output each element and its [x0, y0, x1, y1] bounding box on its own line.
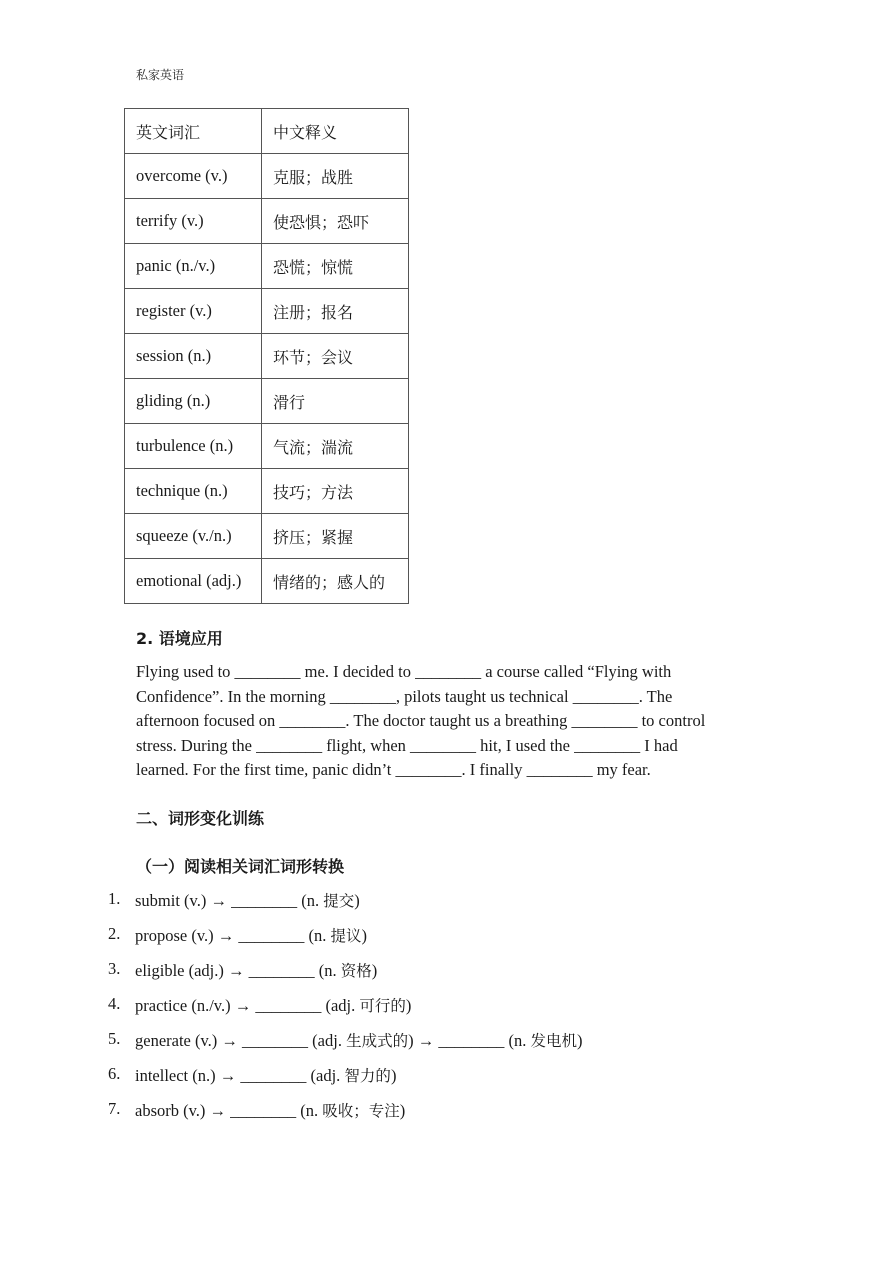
item-end: )	[361, 926, 368, 945]
item-end: )	[399, 1101, 406, 1120]
item-meaning: 提议	[330, 927, 362, 945]
table-row	[125, 424, 409, 469]
item-end: )	[390, 1066, 397, 1085]
section-title: 2. 语境应用	[136, 629, 223, 648]
table-row	[125, 379, 409, 424]
item-text: propose (v.) → ________ (n.	[135, 926, 331, 945]
table-row	[125, 154, 409, 199]
vocab-word: terrify (v.)	[125, 199, 262, 244]
vocab-meaning: 恐慌；惊慌	[262, 244, 409, 289]
item-number: 3.	[108, 959, 121, 978]
table-row	[125, 289, 409, 334]
passage-line: Confidence”. In the morning ________, pilots taught us technical ________. The	[136, 686, 673, 706]
vocab-word: overcome (v.)	[125, 154, 262, 199]
table-row	[125, 559, 409, 604]
vocab-word: turbulence (n.)	[125, 424, 262, 469]
item-end: )	[354, 891, 360, 910]
table-row	[125, 334, 409, 379]
part-title: 二、词形变化训练	[136, 809, 265, 828]
passage-line: learned. For the first time, panic didn’t ________. I finally ________ my fear.	[136, 760, 651, 779]
passage-line: stress. During the ________ flight, when ________ hit, I used the ________ I had	[136, 735, 678, 755]
header-chinese: 中文释义	[262, 109, 409, 154]
vocab-word: panic (n./v.)	[125, 244, 262, 289]
item-text: intellect (n.) → ________ (adj.	[135, 1066, 345, 1085]
table-row	[125, 469, 409, 514]
item-end: )	[405, 996, 412, 1015]
item-end-2: )	[576, 1031, 583, 1050]
item-meaning: 吸收；专注	[322, 1102, 400, 1120]
table-row	[125, 199, 409, 244]
item-meaning: 资格	[340, 962, 372, 980]
item-meaning-2: 发电机	[530, 1032, 577, 1050]
item-text: submit (v.) → ________ (n.	[135, 891, 324, 910]
item-end: ) → ________ (n.	[408, 1031, 531, 1050]
vocab-meaning: 克服；战胜	[262, 154, 409, 199]
vocab-word: squeeze (v./n.)	[125, 514, 262, 559]
passage-line: afternoon focused on ________. The doctor taught us a breathing ________ to control	[136, 711, 706, 730]
table-row	[125, 244, 409, 289]
item-meaning: 智力的	[344, 1067, 391, 1085]
vocab-meaning: 使恐惧；恐吓	[262, 199, 409, 244]
item-meaning: 可行的	[359, 997, 406, 1015]
item-end: )	[371, 961, 378, 980]
item-number: 7.	[108, 1099, 121, 1118]
item-meaning: 提交	[323, 892, 355, 910]
item-number: 2.	[108, 924, 121, 943]
vocab-word: gliding (n.)	[125, 379, 262, 424]
vocab-table	[124, 108, 409, 604]
vocab-word: technique (n.)	[125, 469, 262, 514]
vocab-meaning: 技巧；方法	[262, 469, 409, 514]
subsection-title: （一）阅读相关词汇词形转换	[136, 857, 345, 876]
page-header: 私家英语	[136, 68, 185, 82]
item-meaning: 生成式的	[346, 1032, 409, 1050]
vocab-meaning: 气流；湍流	[262, 424, 409, 469]
item-number: 6.	[108, 1064, 121, 1083]
passage-line: Flying used to ________ me. I decided to ________ a course called “Flying with	[136, 662, 672, 681]
header-english: 英文词汇	[125, 109, 262, 154]
vocab-meaning: 挤压；紧握	[262, 514, 409, 559]
table-header-row	[125, 109, 409, 154]
vocab-meaning: 环节；会议	[262, 334, 409, 379]
vocab-meaning: 滑行	[262, 379, 409, 424]
table-row	[125, 514, 409, 559]
item-number: 4.	[108, 994, 121, 1013]
vocab-word: register (v.)	[125, 289, 262, 334]
vocab-word: session (n.)	[125, 334, 262, 379]
item-text: eligible (adj.) → ________ (n.	[135, 961, 341, 980]
item-text: absorb (v.) → ________ (n.	[135, 1101, 323, 1120]
item-number: 5.	[108, 1029, 121, 1048]
item-text: practice (n./v.) → ________ (adj.	[135, 996, 360, 1015]
vocab-meaning: 情绪的；感人的	[262, 559, 409, 604]
item-text: generate (v.) → ________ (adj.	[135, 1031, 347, 1050]
cloze-passage	[136, 660, 766, 783]
vocab-word: emotional (adj.)	[125, 559, 262, 604]
item-number: 1.	[108, 889, 121, 908]
vocab-meaning: 注册；报名	[262, 289, 409, 334]
